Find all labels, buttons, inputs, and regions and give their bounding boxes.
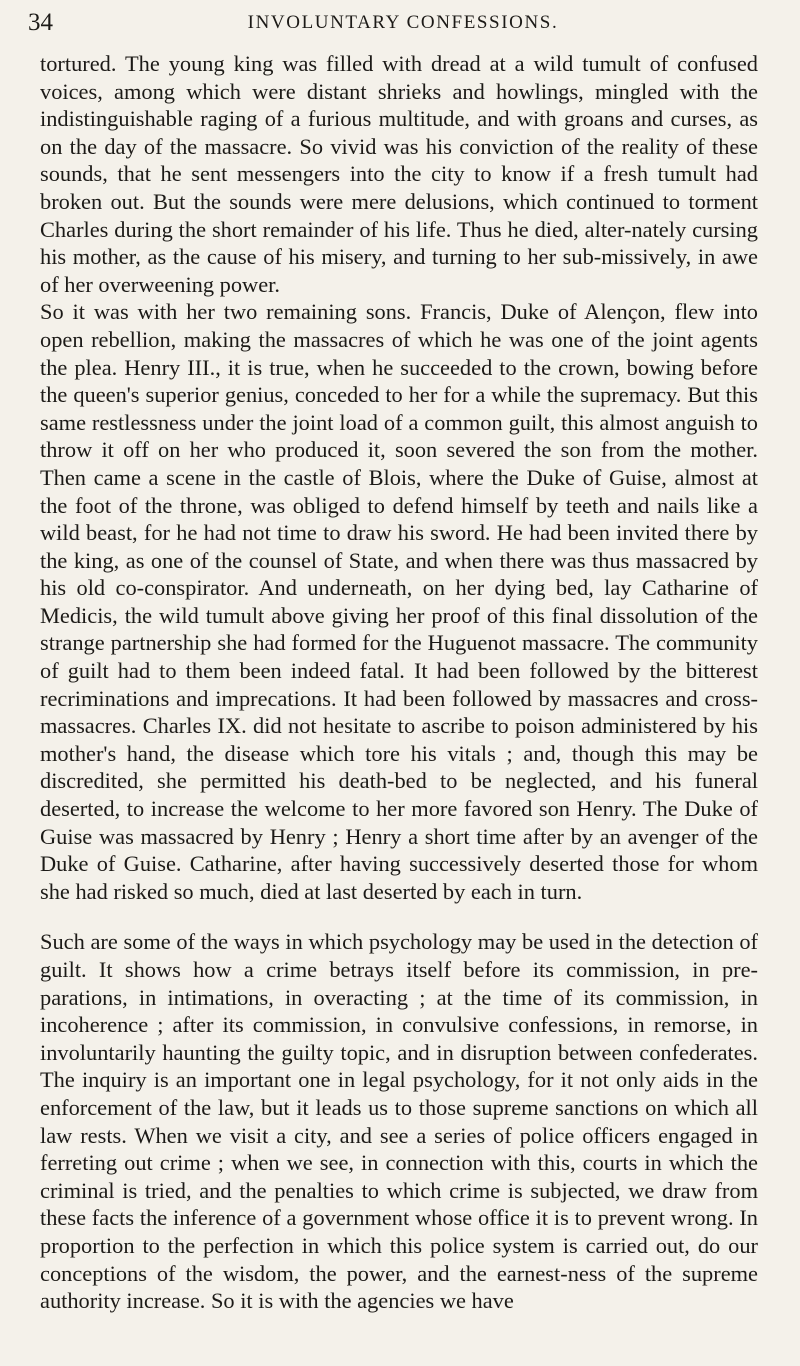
running-title: INVOLUNTARY CONFESSIONS. (247, 12, 559, 33)
page-header (28, 8, 758, 38)
book-page (28, 0, 758, 1366)
page-number: 34 (28, 9, 53, 36)
paragraph-2: So it was with her two remaining sons. Francis, Duke of Alençon, flew into open rebellion, making the massacres of which he was one of the joint agents the plea. Henry III., it is true, when he succeeded to the crown, bowing before the queen's superior genius, conceded to her for a while the supremacy. But this same restlessness under the joint load of a common guilt, this almost anguish to throw it off on her who produced it, soon severed the son from the mother. Then came a scene in the castle of Blois, where the Duke of Guise, almost at the foot of the throne, was obliged to defend himself by teeth and nails like a wild beast, for he had not time to draw his sword. He had been invited there by the king, as one of the counsel of State, and when there was thus massacred by his old co-conspirator. And underneath, on her dying bed, lay Catharine of Medicis, the wild tumult above giving her proof of this final dissolution of the strange partnership she had formed for the Huguenot massacre. The community of guilt had to them been indeed fatal. It had been followed by the bitterest recriminations and imprecations. It had been followed by massacres and cross-massacres. Charles IX. did not hesitate to ascribe to poison administered by his mother's hand, the disease which tore his vitals ; and, though this may be discredited, she permitted his death-bed to be neglected, and his funeral deserted, to increase the welcome to her more favored son Henry. The Duke of Guise was massacred by Henry ; Henry a short time after by an avenger of the Duke of Guise. Catharine, after having successively deserted those for whom she had risked so much, died at last deserted by each in turn. (40, 299, 758, 904)
paragraph-1: tortured. The young king was filled with dread at a wild tumult of confused voices, among which were distant shrieks and howlings, mingled with the indistinguishable raging of a furious multitude, and with groans and curses, as on the day of the massacre. So vivid was his conviction of the reality of these sounds, that he sent messengers into the city to know if a fresh tumult had broken out. But the sounds were mere delusions, which continued to torment Charles during the short remainder of his life. Thus he died, alter-nately cursing his mother, as the cause of his misery, and turning to her sub-missively, in awe of her overweening power. (40, 51, 758, 297)
body-text (40, 50, 758, 1315)
paragraph-3: Such are some of the ways in which psychology may be used in the detection of guilt. It shows how a crime betrays itself before its commission, in pre-parations, in intimations, in overacting ; at the time of its commission, in incoherence ; after its commission, in convulsive confessions, in remorse, in involuntarily haunting the guilty topic, and in disruption between confederates. The inquiry is an important one in legal psychology, for it not only aids in the enforcement of the law, but it leads us to those supreme sanctions on which all law rests. When we visit a city, and see a series of police officers engaged in ferreting out crime ; when we see, in connection with this, courts in which the criminal is tried, and the penalties to which crime is subjected, we draw from these facts the inference of a government whose office it is to prevent wrong. In proportion to the perfection in which this police system is carried out, do our conceptions of the wisdom, the power, and the earnest-ness of the supreme authority increase. So it is with the agencies we have (40, 929, 758, 1314)
